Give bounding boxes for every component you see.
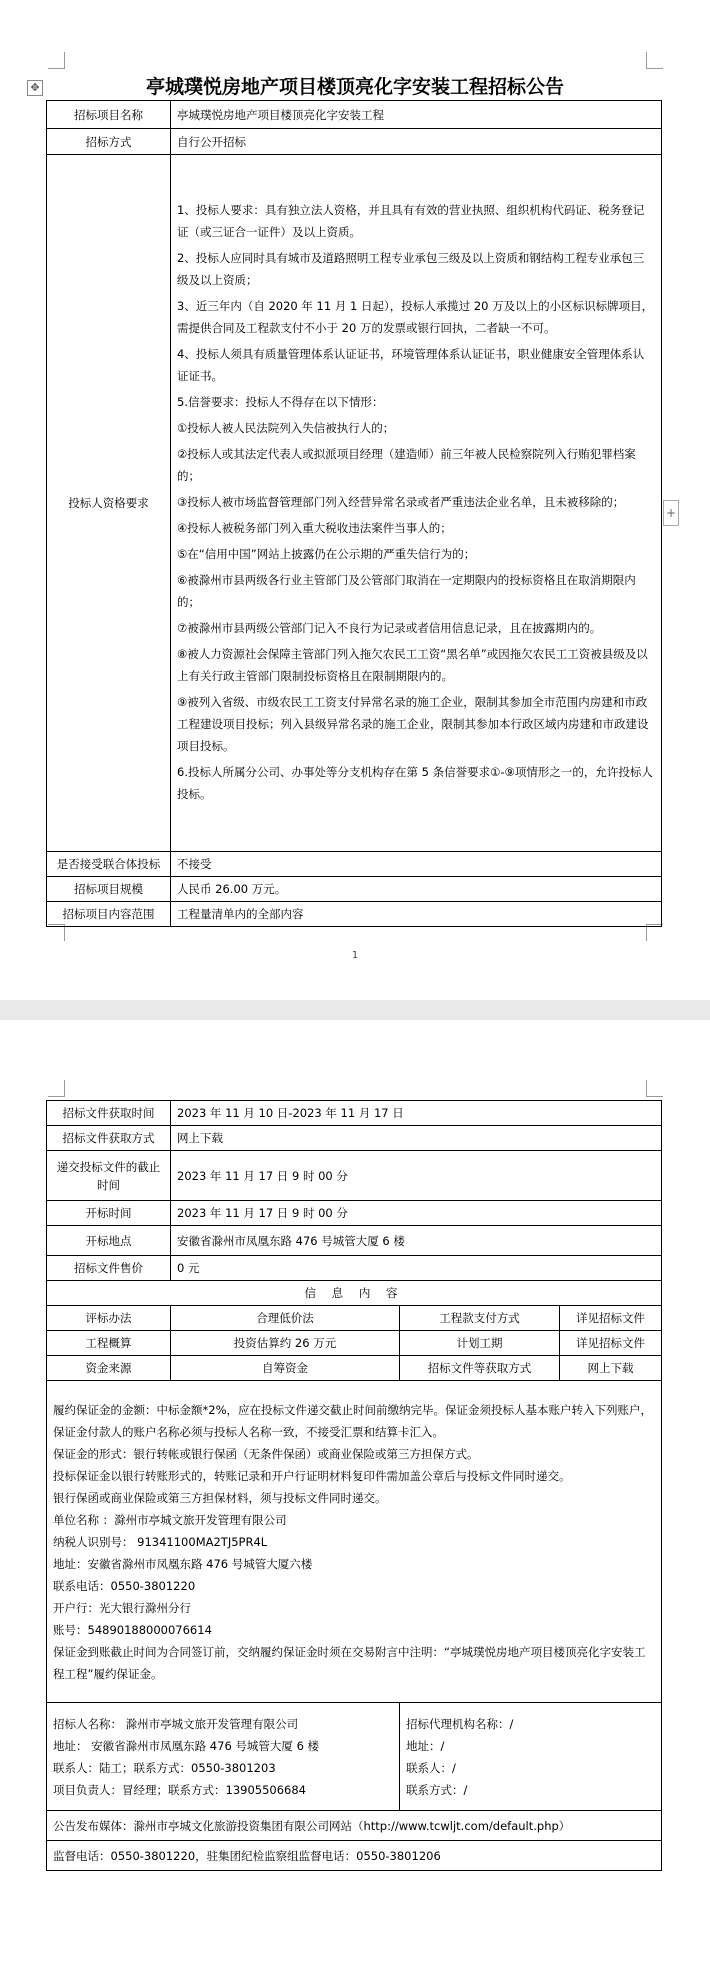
supervise-row — [47, 1841, 662, 1871]
table-row — [47, 877, 662, 902]
info-value: 网上下载 — [560, 1356, 662, 1381]
page-corner-mark — [646, 52, 663, 69]
account-line: 开户行：光大银行滁州分行 — [53, 1600, 191, 1615]
page-corner-mark — [48, 52, 65, 69]
contact-line: 招标人名称： 滁州市亭城文旅开发管理有限公司 — [53, 1716, 299, 1731]
info-label: 资金来源 — [47, 1356, 171, 1381]
info-row — [47, 1356, 662, 1381]
table-row — [47, 129, 662, 155]
row-label: 递交投标文件的截止时间 — [47, 1151, 171, 1201]
requirement-item: ⑧被人力资源社会保障主管部门列入拖欠农民工工资“黑名单”或因拖欠农民工工资被县级及以上有关行政主管部门限制投标资格且在限制期限内的。 — [177, 647, 648, 683]
row-label: 是否接受联合体投标 — [47, 852, 171, 877]
info-label: 评标办法 — [47, 1306, 171, 1331]
row-value: 2023 年 11 月 10 日-2023 年 11 月 17 日 — [171, 1101, 662, 1126]
table-row — [47, 1226, 662, 1256]
table-row — [47, 1126, 662, 1151]
table-move-handle-icon[interactable]: ✥ — [27, 80, 43, 96]
requirement-item: 4、投标人须具有质量管理体系认证证书，环境管理体系认证证书，职业健康安全管理体系认证证书。 — [177, 347, 645, 383]
info-value: 自筹资金 — [171, 1356, 400, 1381]
table-row — [47, 852, 662, 877]
requirement-item: 5.信誉要求：投标人不得存在以下情形： — [177, 395, 384, 409]
contact-line: 联系方式：/ — [406, 1782, 468, 1797]
contact-line: 联系人：/ — [406, 1760, 456, 1775]
info-value: 投资估算约 26 万元 — [171, 1331, 400, 1356]
row-value: 安徽省滁州市凤凰东路 476 号城管大厦 6 楼 — [171, 1226, 662, 1256]
info-label: 招标文件等获取方式 — [400, 1356, 560, 1381]
document-page-2 — [0, 1020, 710, 1968]
table-row — [47, 902, 662, 927]
page-corner-mark — [48, 1080, 65, 1097]
info-label: 工程概算 — [47, 1331, 171, 1356]
info-label: 计划工期 — [400, 1331, 560, 1356]
publish-media: 公告发布媒体：滁州市亭城文化旅游投资集团有限公司网站（http://www.tcwljt.com/default.php） — [47, 1811, 662, 1841]
contact-line: 地址： 安徽省滁州市凤凰东路 476 号城管大厦 6 楼 — [53, 1738, 320, 1753]
row-label: 投标人资格要求 — [47, 155, 171, 852]
requirement-item: 6.投标人所属分公司、办事处等分支机构存在第 5 条信誉要求①-⑨项情形之一的，允许投标人投标。 — [177, 765, 653, 801]
info-row — [47, 1331, 662, 1356]
table-row-requirements — [47, 155, 662, 852]
guarantee-paragraph: 投标保证金以银行转账形式的，转账记录和开户行证明材料复印件需加盖公章后与投标文件同时递交。 — [53, 1468, 571, 1483]
info-header-row — [47, 1281, 662, 1306]
guarantee-cell — [47, 1381, 662, 1703]
add-column-plus-icon[interactable]: + — [663, 500, 679, 526]
info-value: 详见招标文件 — [560, 1306, 662, 1331]
agency-contact-cell — [400, 1703, 662, 1811]
page-number: 1 — [351, 950, 359, 961]
requirement-item: ③投标人被市场监督管理部门列入经营异常名录或者严重违法企业名单，且未被移除的； — [177, 495, 625, 509]
contact-line: 招标代理机构名称：/ — [406, 1716, 514, 1731]
supervision-phone: 监督电话：0550-3801220，驻集团纪检监察组监督电话：0550-3801206 — [47, 1841, 662, 1871]
row-label: 招标项目规模 — [47, 877, 171, 902]
account-line: 地址：安徽省滁州市凤凰东路 476 号城管大厦六楼 — [53, 1556, 313, 1571]
account-line: 单位名称 ：滁州市亭城文旅开发管理有限公司 — [53, 1512, 287, 1527]
page-corner-mark — [646, 1080, 663, 1097]
row-label: 招标项目内容范围 — [47, 902, 171, 927]
row-label: 开标地点 — [47, 1226, 171, 1256]
info-value: 合理低价法 — [171, 1306, 400, 1331]
announcement-table-1 — [46, 100, 662, 927]
requirement-item: 2、投标人应同时具有城市及道路照明工程专业承包三级及以上资质和钢结构工程专业承包三级及以上资质； — [177, 251, 645, 287]
row-value: 0 元 — [171, 1256, 662, 1281]
contacts-row — [47, 1703, 662, 1811]
account-line: 联系电话：0550-3801220 — [53, 1578, 196, 1593]
table-row — [47, 101, 662, 129]
account-line: 账号：54890188000076614 — [53, 1622, 212, 1637]
table-row — [47, 1101, 662, 1126]
contact-line: 联系人：陆工；联系方式：0550-3801203 — [53, 1760, 276, 1775]
guarantee-paragraph: 银行保函或商业保险或第三方担保材料，须与投标文件同时递交。 — [53, 1490, 387, 1505]
info-header: 信 息 内 容 — [47, 1281, 662, 1306]
info-row — [47, 1306, 662, 1331]
guarantee-row — [47, 1381, 662, 1703]
row-label: 开标时间 — [47, 1201, 171, 1226]
row-value: 2023 年 11 月 17 日 9 时 00 分 — [171, 1151, 662, 1201]
row-value: 2023 年 11 月 17 日 9 时 00 分 — [171, 1201, 662, 1226]
requirement-item: ①投标人被人民法院列入失信被执行人的； — [177, 421, 395, 435]
row-value: 工程量清单内的全部内容 — [171, 902, 662, 927]
requirement-item: ⑨被列入省级、市级农民工工资支付异常名录的施工企业，限制其参加全市范围内房建和市政工程建设项目投标；列入县级异常名录的施工企业，限制其参加本行政区域内房建和市政建设项目投标。 — [177, 695, 649, 753]
row-label: 招标文件售价 — [47, 1256, 171, 1281]
row-value: 亭城璞悦房地产项目楼顶亮化字安装工程 — [171, 101, 662, 129]
publish-row — [47, 1811, 662, 1841]
page-title: 亭城璞悦房地产项目楼顶亮化字安装工程招标公告 — [145, 76, 564, 98]
row-label: 招标项目名称 — [47, 101, 171, 129]
row-value: 网上下载 — [171, 1126, 662, 1151]
row-label: 招标文件获取时间 — [47, 1101, 171, 1126]
requirement-item: ④投标人被税务部门列入重大税收违法案件当事人的； — [177, 521, 452, 535]
account-line: 保证金到账截止时间为合同签订前，交纳履约保证金时须在交易附言中注明：“亭城璞悦房地产项目楼顶亮化字安装工程工程”履约保证金。 — [53, 1644, 646, 1681]
table-row — [47, 1201, 662, 1226]
requirement-item: ⑥被滁州市县两级各行业主管部门及公管部门取消在一定期限内的投标资格且在取消期限内的； — [177, 573, 636, 609]
requirement-item: ⑤在“信用中国”网站上披露仍在公示期的严重失信行为的； — [177, 547, 476, 561]
table-row — [47, 1256, 662, 1281]
guarantee-paragraph: 保证金的形式：银行转帐或银行保函（无条件保函）或商业保险或第三方担保方式。 — [53, 1446, 479, 1461]
contact-line: 地址：/ — [406, 1738, 445, 1753]
tenderer-contact-cell — [47, 1703, 400, 1811]
row-value: 不接受 — [171, 852, 662, 877]
requirement-item: ⑦被滁州市县两级公管部门记入不良行为记录或者信用信息记录，且在披露期内的。 — [177, 621, 602, 635]
info-label: 工程款支付方式 — [400, 1306, 560, 1331]
info-value: 详见招标文件 — [560, 1331, 662, 1356]
requirement-item: ②投标人或其法定代表人或拟派项目经理（建造师）前三年被人民检察院列入行贿犯罪档案的； — [177, 447, 636, 483]
account-line: 纳税人识别号： 91341100MA2TJ5PR4L — [53, 1534, 268, 1549]
requirements-cell — [171, 155, 662, 852]
row-value: 自行公开招标 — [171, 129, 662, 155]
guarantee-paragraph: 履约保证金的金额：中标金额*2%，应在投标文件递交截止时间前缴纳完毕。保证金须投标人基本账户转入下列账户，保证金付款人的账户名称必须与投标人名称一致，不接受汇票和结算卡汇入。 — [53, 1402, 652, 1439]
table-row — [47, 1151, 662, 1201]
row-label: 招标文件获取方式 — [47, 1126, 171, 1151]
announcement-table-2 — [46, 1100, 662, 1871]
contact-line: 项目负责人：冒经理；联系方式：13905506684 — [53, 1782, 306, 1797]
row-value: 人民币 26.00 万元。 — [171, 877, 662, 902]
requirement-item: 1、投标人要求：具有独立法人资格，并且具有有效的营业执照、组织机构代码证、税务登记证（或三证合一证件）及以上资质。 — [177, 203, 645, 239]
requirement-item: 3、近三年内（自 2020 年 11 月 1 日起），投标人承揽过 20 万及以上的小区标识标牌项目，需提供合同及工程款支付不小于 20 万的发票或银行回执，二者缺一不可。 — [177, 299, 654, 335]
row-label: 招标方式 — [47, 129, 171, 155]
